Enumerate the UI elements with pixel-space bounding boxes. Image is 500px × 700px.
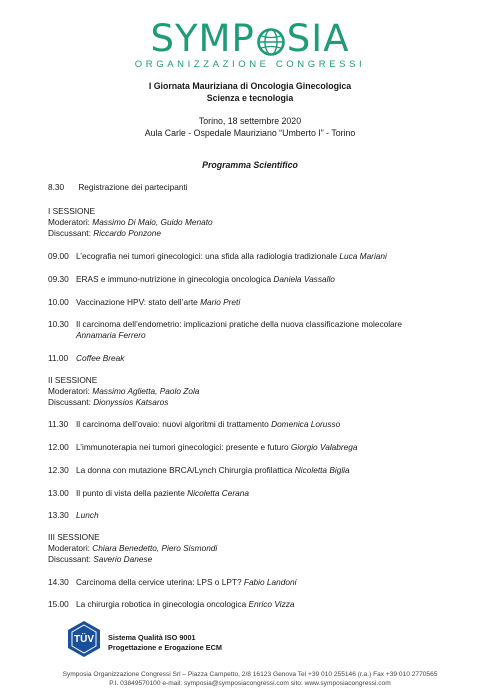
item-time: 09.00 [48,251,69,261]
item-text: L’ecografia nei tumori ginecologici: una sfida alla radiologia tradizionale [76,251,340,261]
session-moderators [48,543,480,554]
event-title-line1: I Giornata Mauriziana di Oncologia Ginecologica [148,81,352,91]
tuv-badge-text: TÜV [74,634,94,645]
list-item [48,182,480,193]
event-title-line2: Scienza e tecnologia [206,93,294,103]
item-text: Il carcinoma dell’ovaio: nuovi algoritmi di trattamento [76,419,272,429]
session-heading: III SESSIONE [48,532,100,542]
session-moderators [48,217,480,228]
item-time: 8.30 [48,182,65,192]
item-speaker: Luca Mariani [339,251,387,261]
tuv-certification-logo [64,619,104,659]
list-item [48,577,480,588]
logo-text-left: SYMP [150,17,255,60]
item-text: Registrazione dei partecipanti [78,182,188,192]
item-time: 09.30 [48,274,69,284]
item-time: 12.00 [48,442,69,452]
item-speaker: Fabio Landoni [243,577,297,587]
item-time: 10.30 [48,319,69,329]
cert-line2: Progettazione e Erogazione ECM [108,643,222,652]
item-time: 13.30 [48,510,69,520]
moderators-names: Chiara Benedetto, Piero Sismondi [92,543,218,553]
item-time: 11.30 [48,419,69,429]
moderators-names: Massimo Aglietta, Paolo Zola [92,386,200,396]
item-time: 15.00 [48,599,69,609]
item-speaker: Giorgio Valabrega [290,442,358,452]
item-text: L’immunoterapia nei tumori ginecologici: presente e futuro [76,442,291,452]
list-item [48,465,480,476]
item-text: Il punto di vista della paziente [76,488,188,498]
list-item [48,274,480,285]
discussant-name: Riccardo Ponzone [93,228,161,238]
list-item [48,488,480,499]
list-item [48,353,480,364]
item-speaker: Annamaria Ferrero [76,330,146,340]
event-date: Torino, 18 settembre 2020 [198,116,302,126]
item-time: 13.00 [48,488,69,498]
session-discussant [48,228,480,239]
footer-contacts: P.I. 03849570100 e-mail: symposia@symposiacongressi.com sito: www.symposiacongressi.com [109,680,391,687]
item-time: 11.00 [48,353,69,363]
list-item [48,442,480,453]
logo-subtitle: ORGANIZZAZIONE CONGRESSI [134,59,366,70]
moderators-label: Moderatori: [48,386,93,396]
item-speaker: Mario Preti [200,297,241,307]
item-text: Il carcinoma dell’endometrio: implicazioni pratiche della nuova classificazione molecolare [76,319,403,329]
item-speaker: Enrico Vizza [248,599,295,609]
item-text: ERAS e immuno-nutrizione in ginecologia oncologica [76,274,274,284]
list-item [48,419,480,430]
symposia-logo [0,18,500,70]
item-speaker: Nicoletta Cerana [187,488,249,498]
moderators-names: Massimo Di Maio, Guido Menato [92,217,213,227]
list-item [48,251,480,262]
item-speaker: Lunch [76,510,99,520]
footer-address: Symposia Organizzazione Congressi Srl – Piazza Campetto, 2/8 16123 Genova Tel +39 010 255146 (r.a.) Fax +39 010 2770565 [62,671,438,678]
moderators-label: Moderatori: [48,217,93,227]
event-venue: Aula Carle - Ospedale Mauriziano “Umberto I” - Torino [144,128,356,138]
session-moderators [48,386,480,397]
globe-icon [256,24,286,54]
footer [0,670,500,688]
list-item [48,599,480,610]
item-speaker: Domenica Lorusso [271,419,341,429]
certification-text [108,633,222,653]
item-time: 14.30 [48,577,69,587]
discussant-label: Discussant: [48,228,94,238]
item-text: La donna con mutazione BRCA/Lynch Chirurgia profilattica [76,465,295,475]
item-text: Carcinoma della cervice uterina: LPS o LPT? [76,577,244,587]
item-speaker: Nicoletta Biglia [294,465,350,475]
item-speaker: Daniela Vassallo [273,274,335,284]
item-time: 12.30 [48,465,69,475]
discussant-label: Discussant: [48,397,94,407]
item-speaker: Coffee Break [76,353,125,363]
event-title [0,80,500,104]
session-discussant [48,397,480,408]
item-time: 10.00 [48,297,69,307]
list-item [48,510,480,521]
logo-text-right: SIA [286,17,350,60]
list-item-speaker-line [48,330,480,341]
list-item [48,297,480,308]
program-title: Programma Scientifico [202,160,298,170]
item-text: La chirurgia robotica in ginecologia oncologica [76,599,249,609]
item-text: Vaccinazione HPV: stato dell’arte [76,297,201,307]
logo-wordmark [150,18,349,60]
session-heading: II SESSIONE [48,375,98,385]
session-discussant [48,554,480,565]
list-item [48,319,480,330]
event-details [0,115,500,139]
moderators-label: Moderatori: [48,543,93,553]
discussant-label: Discussant: [48,554,94,564]
discussant-name: Saverio Danese [93,554,153,564]
discussant-name: Dionyssios Katsaros [93,397,169,407]
cert-line1: Sistema Qualità ISO 9001 [108,633,196,642]
session-heading: I SESSIONE [48,206,96,216]
